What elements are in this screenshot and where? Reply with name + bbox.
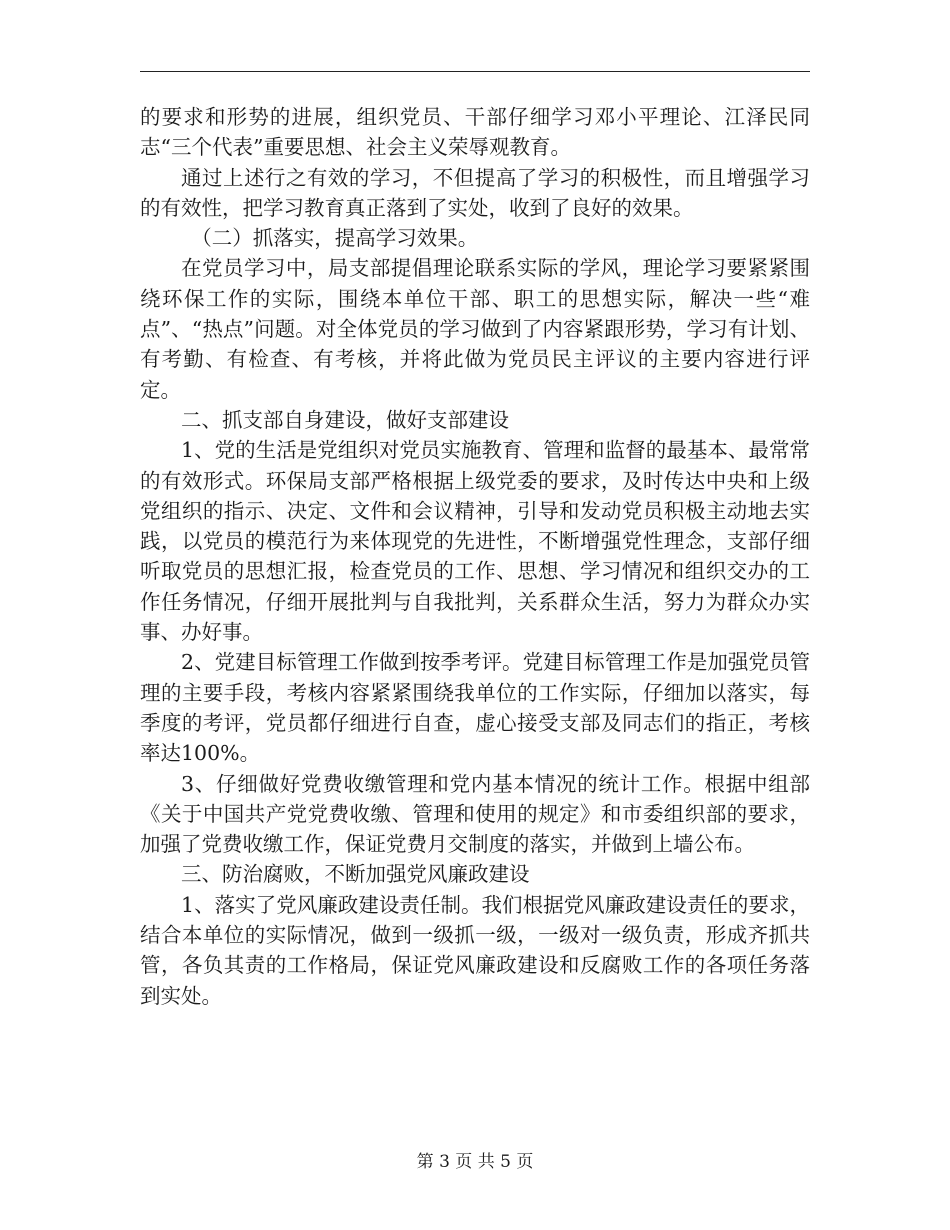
paragraph-2: 通过上述行之有效的学习，不但提高了学习的积极性，而且增强学习的有效性，把学习教育真正落到了实处，收到了良好的效果。 xyxy=(140,165,810,220)
document-body xyxy=(140,102,810,1011)
header-rule xyxy=(140,71,810,72)
subheading-2: （二）抓落实，提高学习效果。 xyxy=(191,226,479,251)
page-number: 第 3 页 共 5 页 xyxy=(416,1152,534,1172)
paragraph-3: 在党员学习中，局支部提倡理论联系实际的学风，理论学习要紧紧围绕环保工作的实际，围绕本单位干部、职工的思想实际，解决一些“难点”、“热点”问题。对全体党员的学习做到了内容紧跟形势，学习有计划、有考勤、有检查、有考核，并将此做为党员民主评议的主要内容进行评定。 xyxy=(140,256,810,402)
paragraph-7: 1、落实了党风廉政建设责任制。我们根据党风廉政建设责任的要求，结合本单位的实际情况，做到一级抓一级，一级对一级负责，形成齐抓共管，各负其责的工作格局，保证党风廉政建设和反腐败工作的各项任务落到实处。 xyxy=(140,892,810,1008)
section-heading-2: 二、抓支部自身建设，做好支部建设 xyxy=(181,407,509,432)
paragraph-6: 3、仔细做好党费收缴管理和党内基本情况的统计工作。根据中组部《关于中国共产党党费收缴、管理和使用的规定》和市委组织部的要求，加强了党费收缴工作，保证党费月交制度的落实，并做到上墙公布。 xyxy=(140,771,810,857)
paragraph-1: 的要求和形势的进展，组织党员、干部仔细学习邓小平理论、江泽民同志“三个代表”重要思想、社会主义荣辱观教育。 xyxy=(140,105,810,160)
section-heading-3: 三、防治腐败，不断加强党风廉政建设 xyxy=(181,862,530,887)
paragraph-5: 2、党建目标管理工作做到按季考评。党建目标管理工作是加强党员管理的主要手段，考核内容紧紧围绕我单位的工作实际，仔细加以落实，每季度的考评，党员都仔细进行自查，虚心接受支部及同志们的指正，考核率达100%。 xyxy=(140,650,810,766)
paragraph-4: 1、党的生活是党组织对党员实施教育、管理和监督的最基本、最常常的有效形式。环保局支部严格根据上级党委的要求，及时传达中央和上级党组织的指示、决定、文件和会议精神，引导和发动党员积极主动地去实践，以党员的模范行为来体现党的先进性，不断增强党性理念，支部仔细听取党员的思想汇报，检查党员的工作、思想、学习情况和组织交办的工作任务情况，仔细开展批判与自我批判，关系群众生活，努力为群众办实事、办好事。 xyxy=(140,438,810,645)
